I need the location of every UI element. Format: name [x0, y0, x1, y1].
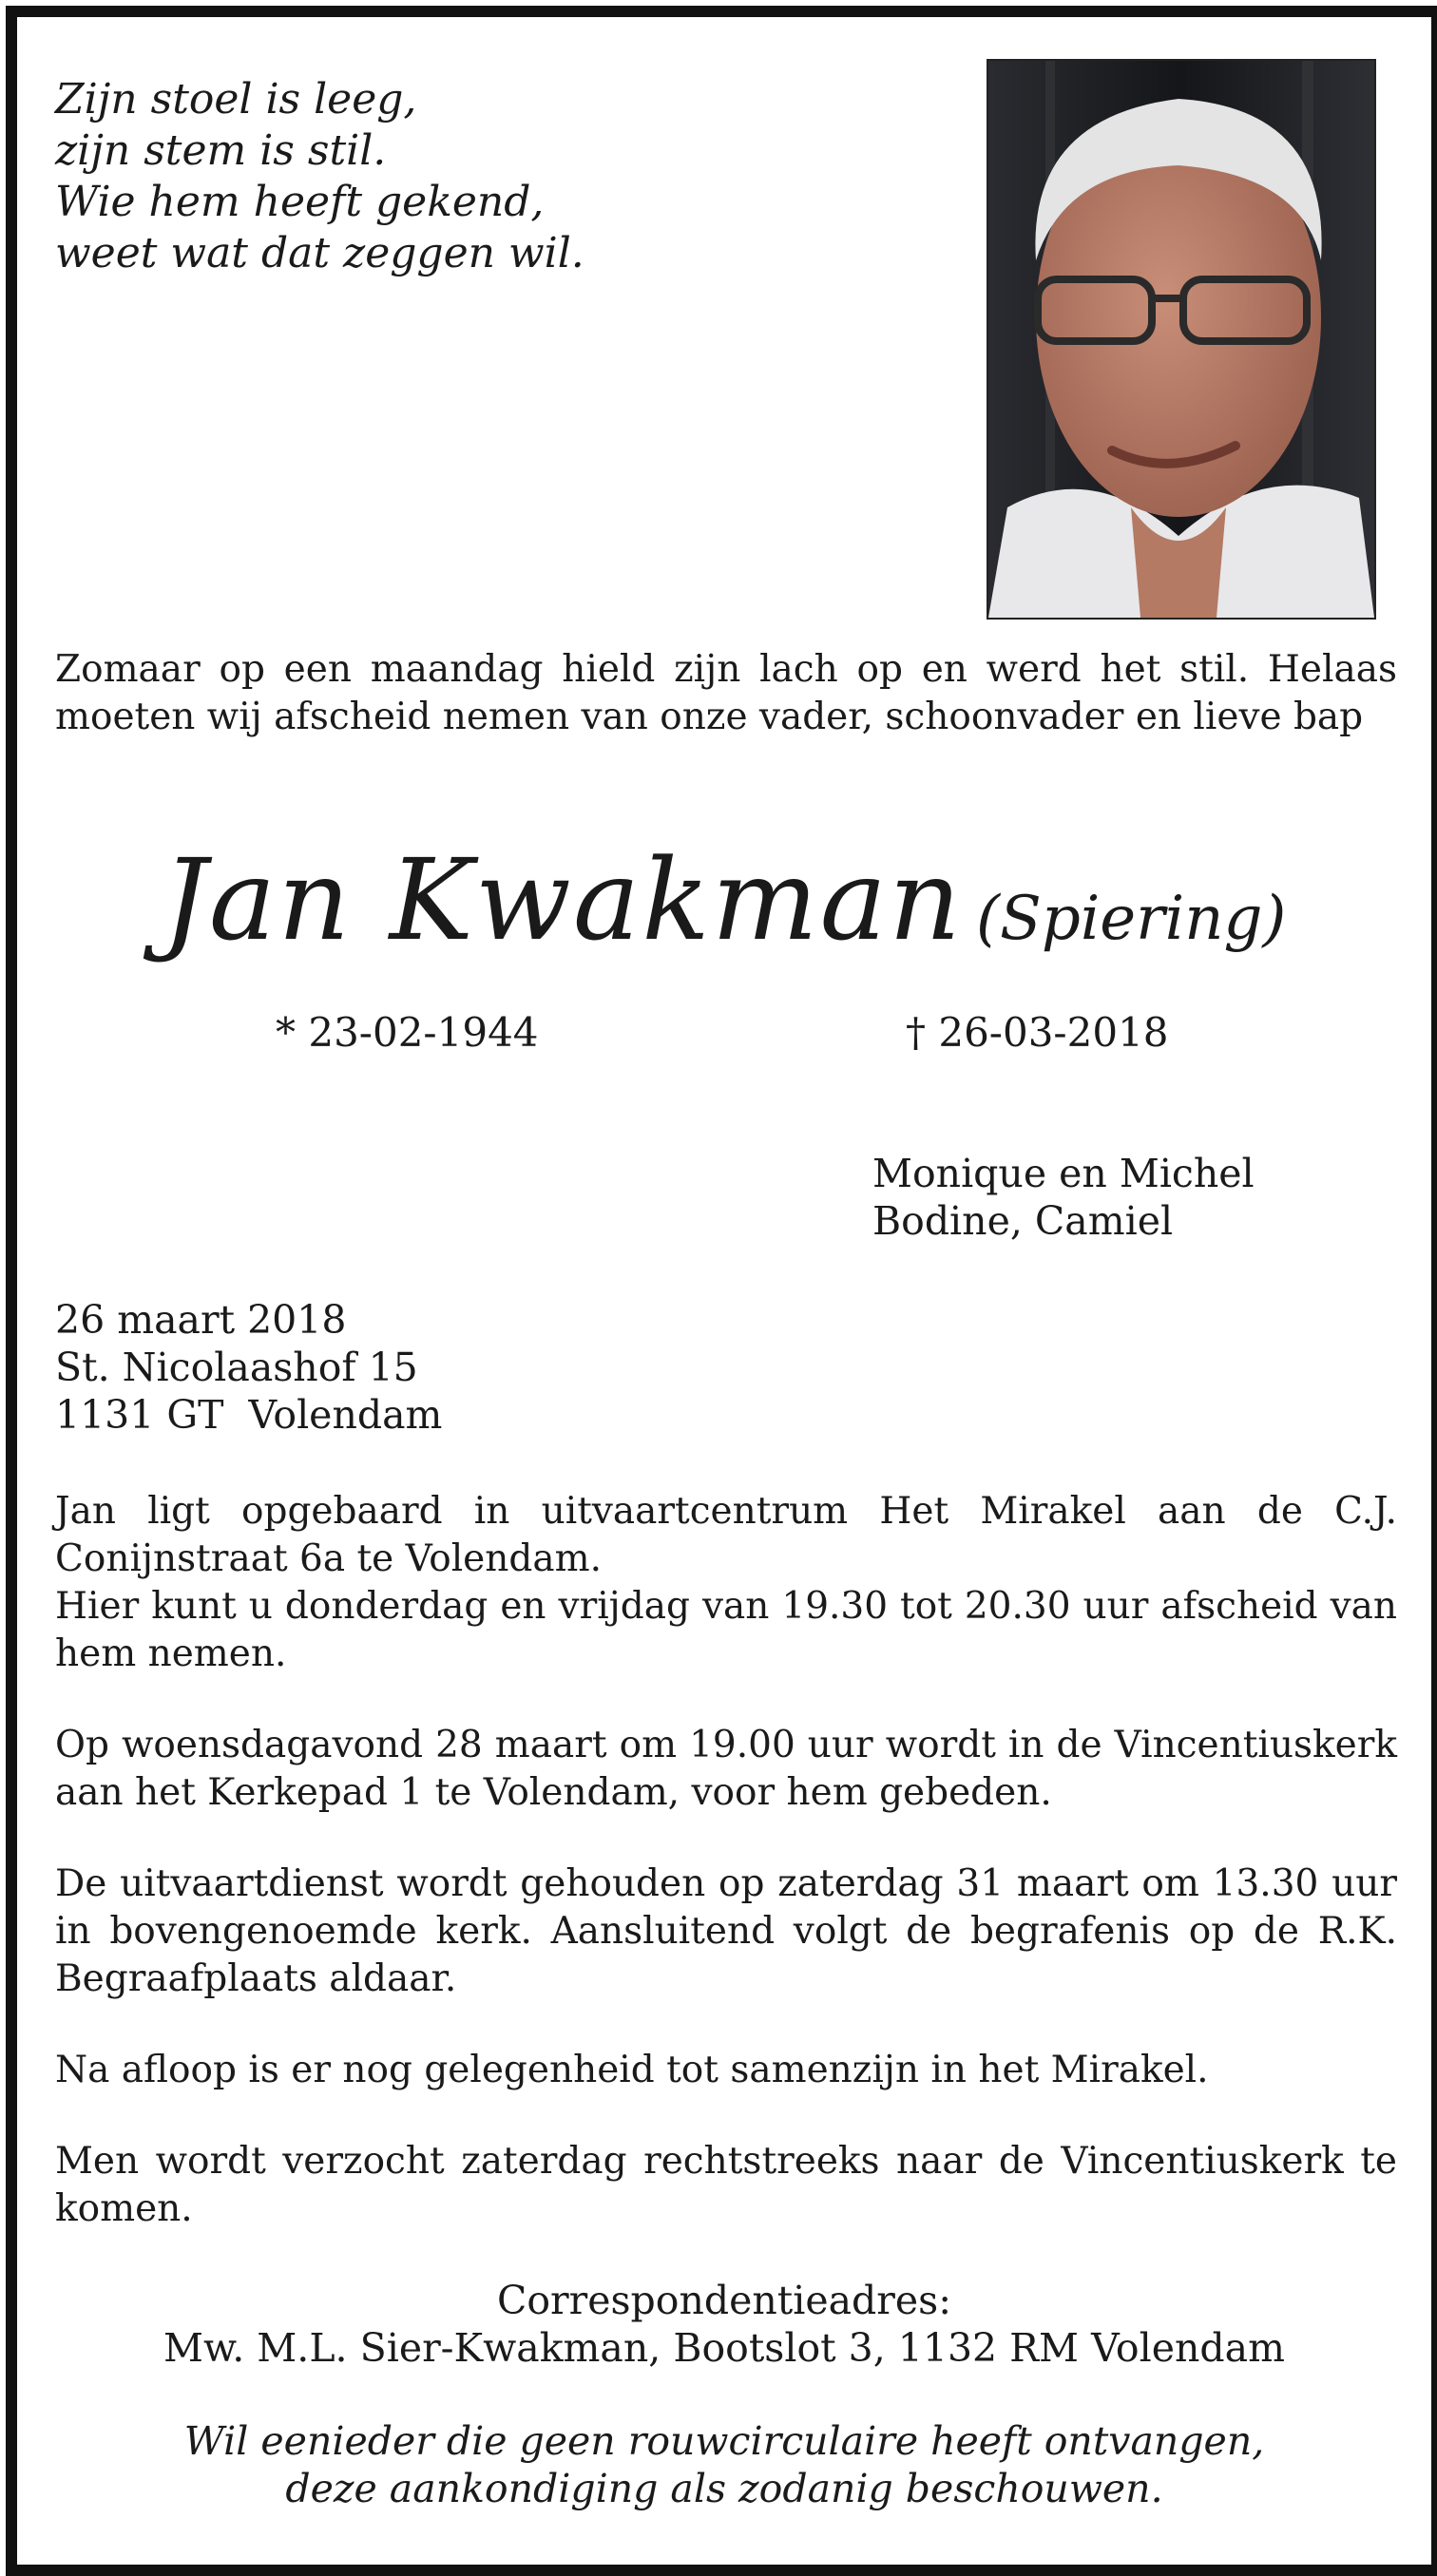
correspondence-block	[17, 2277, 1431, 2372]
home-address	[55, 1296, 442, 1439]
family-line: Monique en Michel	[872, 1151, 1255, 1196]
portrait-photo	[987, 59, 1376, 620]
poem-line: zijn stem is stil.	[55, 126, 387, 175]
name-nickname: (Spiering)	[976, 884, 1287, 954]
notice-content	[17, 17, 1431, 2565]
address-city: 1131 GT Volendam	[55, 1392, 443, 1438]
family-line: Bodine, Camiel	[872, 1198, 1174, 1244]
poem	[55, 74, 584, 279]
service-paragraph: De uitvaartdienst wordt gehouden op zaterdag 31 maart om 13.30 uur in bovengenoemde kerk. Aansluitend volgt de begrafenis op de R.K. Begraafplaats aldaar.	[55, 1862, 1397, 2000]
prayer-paragraph: Op woensdagavond 28 maart om 19.00 uur wordt in de Vincentiuskerk aan het Kerkepad 1 te Volendam, voor hem gebeden.	[55, 1724, 1397, 1814]
intro-text: Zomaar op een maandag hield zijn lach op en werd het stil. Helaas moeten wij afscheid nemen van onze vader, schoonvader en lieve bap	[55, 648, 1397, 738]
family-names	[872, 1150, 1255, 1245]
name-main: Jan Kwakman	[162, 834, 964, 965]
notice-frame	[6, 6, 1437, 2576]
poem-line: Zijn stoel is leeg,	[55, 75, 417, 124]
closing-line: Wil eenieder die geen rouwcirculaire heeft ontvangen,	[183, 2418, 1265, 2464]
poem-line: Wie hem heeft gekend,	[55, 178, 545, 226]
address-street: St. Nicolaashof 15	[55, 1345, 418, 1390]
birth-date: * 23-02-1944	[276, 1009, 539, 1056]
deceased-name	[17, 834, 1431, 965]
portrait-illustration	[988, 61, 1374, 618]
closing-line: deze aankondiging als zodanig beschouwen.	[285, 2466, 1163, 2511]
death-date: † 26-03-2018	[906, 1009, 1169, 1056]
poem-line: weet wat dat zeggen wil.	[55, 229, 584, 277]
request-paragraph: Men wordt verzocht zaterdag rechtstreeks naar de Vincentiuskerk te komen.	[55, 2140, 1397, 2230]
viewing-paragraph	[55, 1488, 1397, 1678]
closing-note	[17, 2417, 1431, 2512]
paragraph-line: Hier kunt u donderdag en vrijdag van 19.30 tot 20.30 uur afscheid van hem nemen.	[55, 1585, 1397, 1675]
gathering-paragraph: Na afloop is er nog gelegenheid tot samenzijn in het Mirakel.	[55, 2049, 1209, 2091]
correspondence-address: Mw. M.L. Sier-Kwakman, Bootslot 3, 1132 RM Volendam	[163, 2325, 1285, 2371]
paragraph-line: Jan ligt opgebaard in uitvaartcentrum Het Mirakel aan de C.J. Conijnstraat 6a te Volendam.	[55, 1490, 1397, 1580]
correspondence-heading: Correspondentieadres:	[496, 2278, 952, 2323]
address-date: 26 maart 2018	[55, 1297, 347, 1343]
